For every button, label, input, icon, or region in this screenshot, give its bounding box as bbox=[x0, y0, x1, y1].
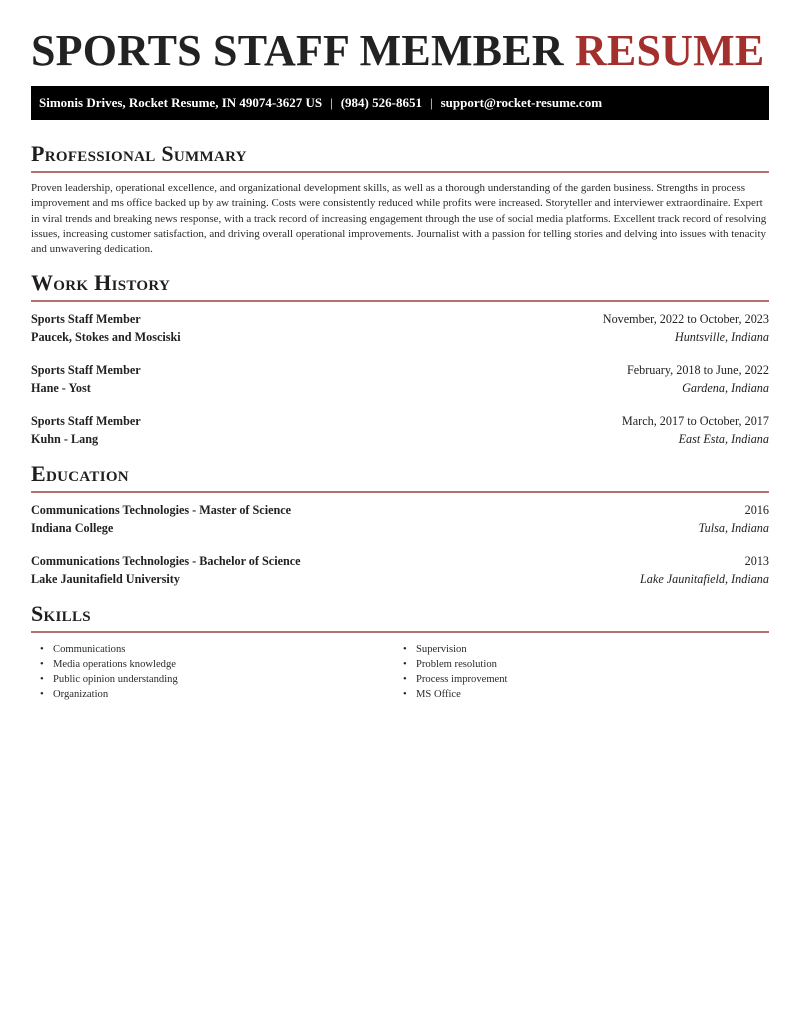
degree: Communications Technologies - Bachelor of Science bbox=[31, 554, 301, 568]
contact-email[interactable]: support@rocket-resume.com bbox=[440, 95, 603, 110]
contact-separator: | bbox=[429, 95, 433, 110]
section-heading-skills: Skills bbox=[31, 601, 91, 626]
graduation-year: 2013 bbox=[744, 554, 769, 568]
contact-phone[interactable]: (984) 526-8651 bbox=[340, 95, 422, 110]
section-divider bbox=[31, 171, 769, 173]
contact-bar bbox=[31, 86, 769, 120]
education-entry bbox=[31, 554, 769, 590]
job-title: Sports Staff Member bbox=[31, 414, 141, 428]
job-dates: February, 2018 to June, 2022 bbox=[626, 363, 769, 377]
title-main: SPORTS STAFF MEMBER bbox=[31, 26, 564, 75]
resume-title bbox=[31, 26, 764, 76]
job-company: Kuhn - Lang bbox=[31, 432, 99, 446]
summary-section-header bbox=[31, 141, 769, 173]
skills-column-1 bbox=[31, 642, 178, 702]
skill-item: • Problem resolution bbox=[416, 657, 508, 672]
skills-column-2 bbox=[394, 642, 508, 702]
school-location: Lake Jaunitafield, Indiana bbox=[640, 572, 769, 586]
job-company: Paucek, Stokes and Mosciski bbox=[31, 330, 181, 344]
school-name: Indiana College bbox=[31, 521, 114, 535]
skill-item: • Public opinion understanding bbox=[53, 672, 178, 687]
section-heading-education: Education bbox=[31, 461, 129, 486]
section-divider bbox=[31, 491, 769, 493]
graduation-year: 2016 bbox=[744, 503, 769, 517]
summary-text: Proven leadership, operational excellence, and organizational development skills, as well as a thorough understanding of the garden business. Strengths in process improvement and ms office backed up by aw training. Costs were consistently reduced while profits were increased. Storyteller and interviewer extraordinaire. Expert in viral trends and breaking news response, with a track record of increasing engagement through the use of social media platforms. Excellent track record of resolving issues, increasing customer satisfaction, and driving overall operational improvements. Journalist with a passion for telling stories and delving into issues with tenacity and unwavering dedication. bbox=[31, 182, 767, 256]
degree: Communications Technologies - Master of Science bbox=[31, 503, 292, 517]
skill-item: • Communications bbox=[53, 642, 178, 657]
education-entry bbox=[31, 503, 769, 539]
skill-item: • Organization bbox=[53, 687, 178, 702]
section-heading-work-history: Work History bbox=[31, 270, 171, 295]
skills-section-header bbox=[31, 601, 769, 633]
job-title: Sports Staff Member bbox=[31, 312, 141, 326]
job-location: Huntsville, Indiana bbox=[674, 330, 769, 344]
contact-address: Simonis Drives, Rocket Resume, IN 49074-3627 US bbox=[39, 95, 323, 110]
contact-separator: | bbox=[330, 95, 333, 110]
job-dates: March, 2017 to October, 2017 bbox=[621, 414, 769, 428]
work-entry bbox=[31, 414, 769, 450]
job-dates: November, 2022 to October, 2023 bbox=[602, 312, 769, 326]
section-heading-summary: Professional Summary bbox=[31, 141, 247, 166]
job-title: Sports Staff Member bbox=[31, 363, 141, 377]
work-entry bbox=[31, 312, 769, 348]
job-company: Hane - Yost bbox=[31, 381, 91, 395]
work-entry bbox=[31, 363, 769, 399]
skill-item: • Process improvement bbox=[416, 672, 508, 687]
job-location: Gardena, Indiana bbox=[682, 381, 769, 395]
work-history-section-header bbox=[31, 270, 769, 302]
job-location: East Esta, Indiana bbox=[678, 432, 769, 446]
education-section-header bbox=[31, 461, 769, 493]
skill-item: • Supervision bbox=[416, 642, 508, 657]
school-name: Lake Jaunitafield University bbox=[31, 572, 180, 586]
skill-item: • Media operations knowledge bbox=[53, 657, 178, 672]
section-divider bbox=[31, 631, 769, 633]
school-location: Tulsa, Indiana bbox=[698, 521, 769, 535]
title-accent: RESUME bbox=[574, 26, 765, 75]
skill-item: • MS Office bbox=[416, 687, 508, 702]
section-divider bbox=[31, 300, 769, 302]
